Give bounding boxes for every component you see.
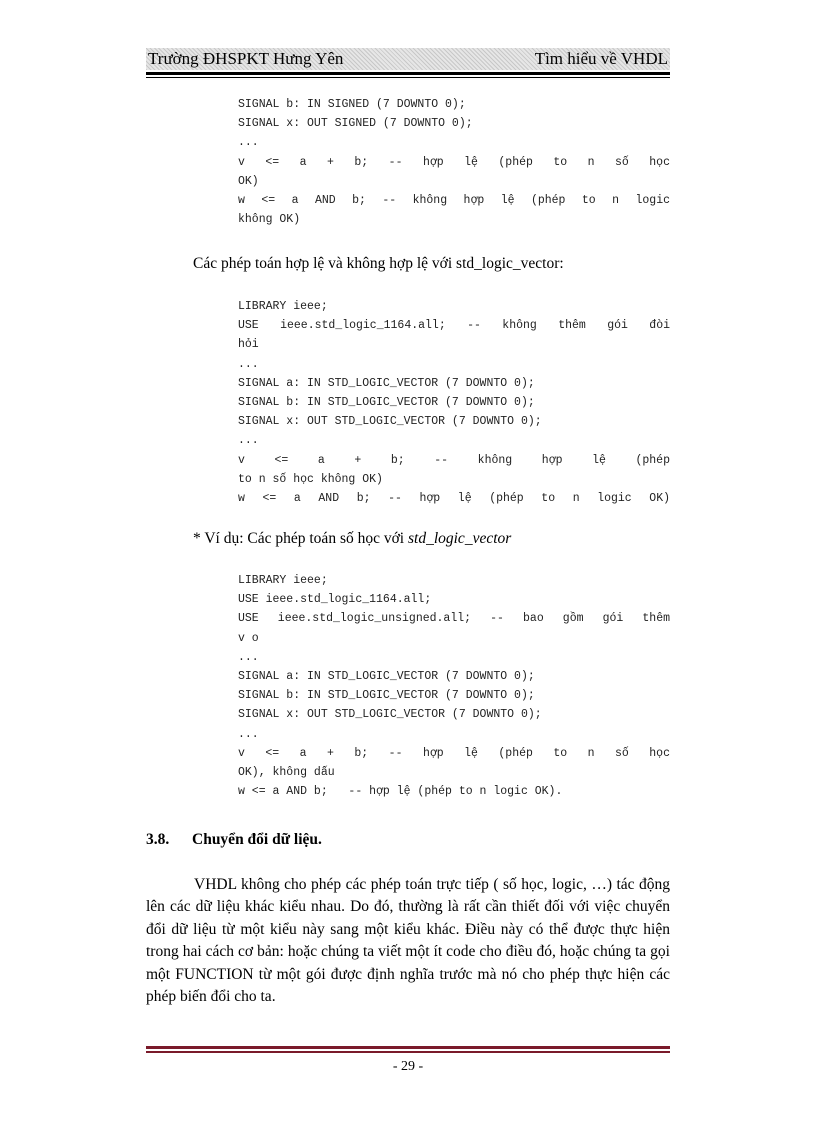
code-line: SIGNAL a: IN STD_LOGIC_VECTOR (7 DOWNTO 0); <box>238 376 535 390</box>
code-line: SIGNAL a: IN STD_LOGIC_VECTOR (7 DOWNTO 0); <box>238 669 535 683</box>
page-number: - 29 - <box>392 1059 424 1074</box>
page-header <box>146 48 670 70</box>
code-line: v <= a + b; -- hợp lệ (phép to n số học <box>238 155 670 169</box>
code-line: w <= a AND b; -- hợp lệ (phép to n logic OK). <box>238 785 563 799</box>
code-block-2 <box>238 297 670 508</box>
header-topic: Tìm hiểu về VHDL <box>534 49 668 68</box>
code-line: SIGNAL b: IN SIGNED (7 DOWNTO 0); <box>238 98 466 111</box>
code-line: LIBRARY ieee; <box>238 300 328 313</box>
code-line: USE ieee.std_logic_1164.all; -- không thêm gói đòi <box>238 319 670 333</box>
code-block-1 <box>238 95 670 229</box>
header-rule-thin <box>146 77 670 78</box>
code-line: ... <box>238 136 259 150</box>
text-valid-ops: Các phép toán hợp lệ và không hợp lệ với std_logic_vector: <box>193 255 564 272</box>
body-paragraph: VHDL không cho phép các phép toán trực tiếp ( số học, logic, …) tác động lên các dữ liệu khác kiểu nhau. Do đó, thường là rất cần thiết đối với việc chuyển đổi dữ liệu từ một kiểu này sang một kiểu khác. Điều này có thể được thực hiện trong hai cách cơ bản: hoặc chúng ta viết một ít code cho điều đó, hoặc chúng ta gọi một FUNCTION từ một gói được định nghĩa trước mà nó cho phép thực hiện các phép biến đổi cho ta. <box>146 876 670 1006</box>
code-line: SIGNAL b: IN STD_LOGIC_VECTOR (7 DOWNTO 0); <box>238 689 535 703</box>
footer-rule-thin <box>146 1051 670 1053</box>
code-line: USE ieee.std_logic_1164.all; <box>238 593 432 607</box>
code-line: OK), không dấu <box>238 765 335 779</box>
code-line: ... <box>238 650 259 664</box>
code-line: hỏi <box>238 338 259 352</box>
code-line: v o <box>238 631 259 645</box>
code-line: w <= a AND b; -- hợp lệ (phép to n logic OK) <box>238 491 670 505</box>
code-line: ... <box>238 727 259 741</box>
header-school: Trường ĐHSPKT Hưng Yên <box>148 49 344 68</box>
code-block-3 <box>238 571 670 801</box>
example-heading <box>193 529 511 549</box>
code-line: v <= a + b; -- không hợp lệ (phép <box>238 453 670 467</box>
code-line: ... <box>238 434 259 448</box>
footer-rule-thick <box>146 1046 670 1049</box>
section-number: 3.8. <box>146 831 170 848</box>
example-prefix: * Ví dụ: Các phép toán số học với <box>193 530 408 547</box>
code-line: SIGNAL x: OUT STD_LOGIC_VECTOR (7 DOWNTO 0); <box>238 415 542 429</box>
code-line: USE ieee.std_logic_unsigned.all; -- bao gồm gói thêm <box>238 612 670 626</box>
section-title: Chuyển đổi dữ liệu. <box>192 831 322 848</box>
code-line: ... <box>238 357 259 371</box>
code-line: OK) <box>238 174 259 188</box>
code-line: SIGNAL b: IN STD_LOGIC_VECTOR (7 DOWNTO 0); <box>238 395 535 409</box>
code-line: to n số học không OK) <box>238 472 383 486</box>
code-line: v <= a + b; -- hợp lệ (phép to n số học <box>238 746 670 760</box>
code-line: SIGNAL x: OUT SIGNED (7 DOWNTO 0); <box>238 117 473 131</box>
code-line: w <= a AND b; -- không hợp lệ (phép to n logic <box>238 193 670 207</box>
code-line: LIBRARY ieee; <box>238 574 328 587</box>
code-line: SIGNAL x: OUT STD_LOGIC_VECTOR (7 DOWNTO 0); <box>238 708 542 722</box>
code-line: không OK) <box>238 213 301 227</box>
header-rule-thick <box>146 72 670 75</box>
example-type: std_logic_vector <box>407 530 512 547</box>
